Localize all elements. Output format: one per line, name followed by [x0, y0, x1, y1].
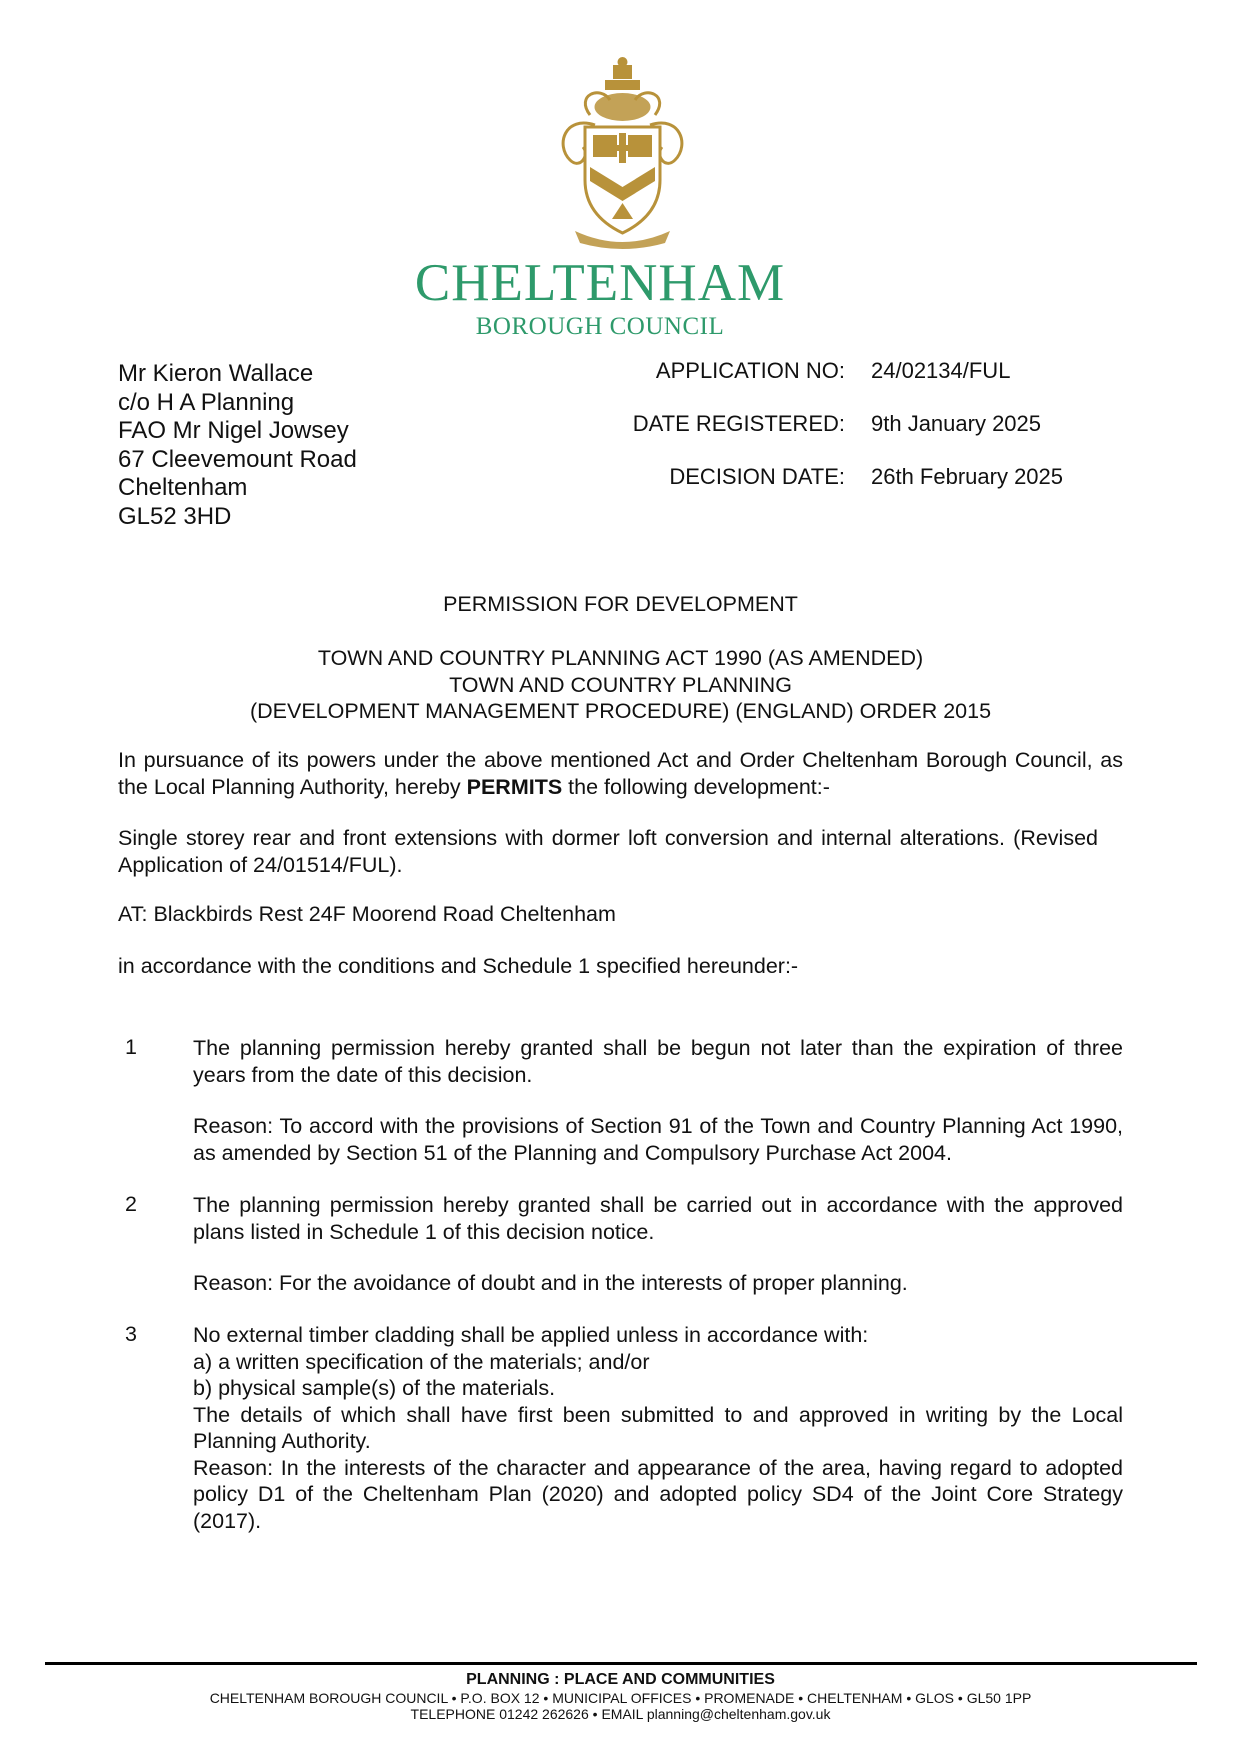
council-subname: BOROUGH COUNCIL [475, 313, 725, 340]
condition-text: The planning permission hereby granted shall be begun not later than the expiration of three years from the date of this decision. [193, 1036, 1123, 1087]
footer-divider [45, 1662, 1197, 1665]
footer-address: CHELTENHAM BOROUGH COUNCIL • P.O. BOX 12 • MUNICIPAL OFFICES • PROMENADE • CHELTENHAM • GLOS • GL50 1PP [209, 1690, 1032, 1706]
condition-line: a) a written specification of the materials; and/or [193, 1349, 650, 1374]
decision-date-label: DECISION DATE: [669, 464, 845, 489]
legislation-heading [0, 645, 1241, 725]
legislation-line: TOWN AND COUNTRY PLANNING ACT 1990 (AS AMENDED) [317, 646, 924, 670]
date-registered-value: 9th January 2025 [871, 411, 1042, 436]
recipient-address [118, 360, 357, 531]
condition-number: 3 [125, 1322, 137, 1346]
condition-reason: Reason: In the interests of the character and appearance of the area, having regard to adopted policy D1 of the Cheltenham Plan (2020) and adopted policy SD4 of the Joint Core Strategy (2017). [193, 1455, 1123, 1533]
address-line: Cheltenham [118, 474, 248, 501]
accordance-statement: in accordance with the conditions and Schedule 1 specified hereunder:- [118, 954, 799, 978]
intro-text-end: the following development:- [562, 774, 830, 799]
condition-line: The details of which shall have first been submitted to and approved in writing by the Local Planning Authority. [193, 1402, 1123, 1453]
address-line: FAO Mr Nigel Jowsey [118, 417, 349, 444]
intro-permits: PERMITS [466, 774, 563, 799]
council-crest-logo [535, 55, 710, 250]
intro-text: In pursuance of its powers under the above mentioned Act and Order Cheltenham Borough Council, as the Local Planning Authority, hereby [118, 748, 1123, 799]
condition-number: 2 [125, 1192, 137, 1216]
condition-text: The planning permission hereby granted shall be carried out in accordance with the approved plans listed in Schedule 1 of this decision notice. [193, 1193, 1123, 1244]
condition-number: 1 [125, 1035, 137, 1059]
legislation-line: TOWN AND COUNTRY PLANNING [449, 672, 792, 697]
condition-reason: Reason: For the avoidance of doubt and in the interests of proper planning. [193, 1271, 908, 1295]
document-title: PERMISSION FOR DEVELOPMENT [443, 592, 798, 616]
decision-date-value: 26th February 2025 [871, 464, 1064, 489]
address-line: c/o H A Planning [118, 388, 295, 416]
footer-title: PLANNING : PLACE AND COMMUNITIES [466, 1671, 775, 1688]
application-no-row [560, 358, 1063, 411]
council-name: CHELTENHAM [414, 254, 786, 312]
application-details [560, 358, 1063, 517]
site-address: AT: Blackbirds Rest 24F Moorend Road Cheltenham [118, 902, 616, 926]
application-no-label: APPLICATION NO: [655, 358, 845, 383]
footer-contact: TELEPHONE 01242 262626 • EMAIL planning@cheltenham.gov.uk [410, 1706, 831, 1722]
address-line: 67 Cleevemount Road [118, 445, 357, 473]
date-registered-row [560, 411, 1063, 464]
address-line: GL52 3HD [118, 502, 232, 530]
address-line: Mr Kieron Wallace [118, 360, 314, 387]
council-brand [380, 255, 820, 341]
crest-icon [535, 55, 710, 250]
intro-paragraph [118, 747, 1123, 800]
condition-line: b) physical sample(s) of the materials. [193, 1376, 556, 1400]
legislation-line: (DEVELOPMENT MANAGEMENT PROCEDURE) (ENGLAND) ORDER 2015 [249, 699, 992, 723]
condition-line: No external timber cladding shall be applied unless in accordance with: [193, 1323, 869, 1347]
application-no-value: 24/02134/FUL [871, 358, 1011, 383]
development-description: Single storey rear and front extensions with dormer loft conversion and internal alterations. (Revised Application of 24/01514/FUL). [118, 826, 1098, 877]
date-registered-label: DATE REGISTERED: [632, 411, 845, 436]
condition-reason: Reason: To accord with the provisions of Section 91 of the Town and Country Planning Act 1990, as amended by Section 51 of the Planning and Compulsory Purchase Act 2004. [193, 1114, 1123, 1165]
decision-date-row [560, 464, 1063, 517]
condition-text [193, 1322, 1123, 1534]
